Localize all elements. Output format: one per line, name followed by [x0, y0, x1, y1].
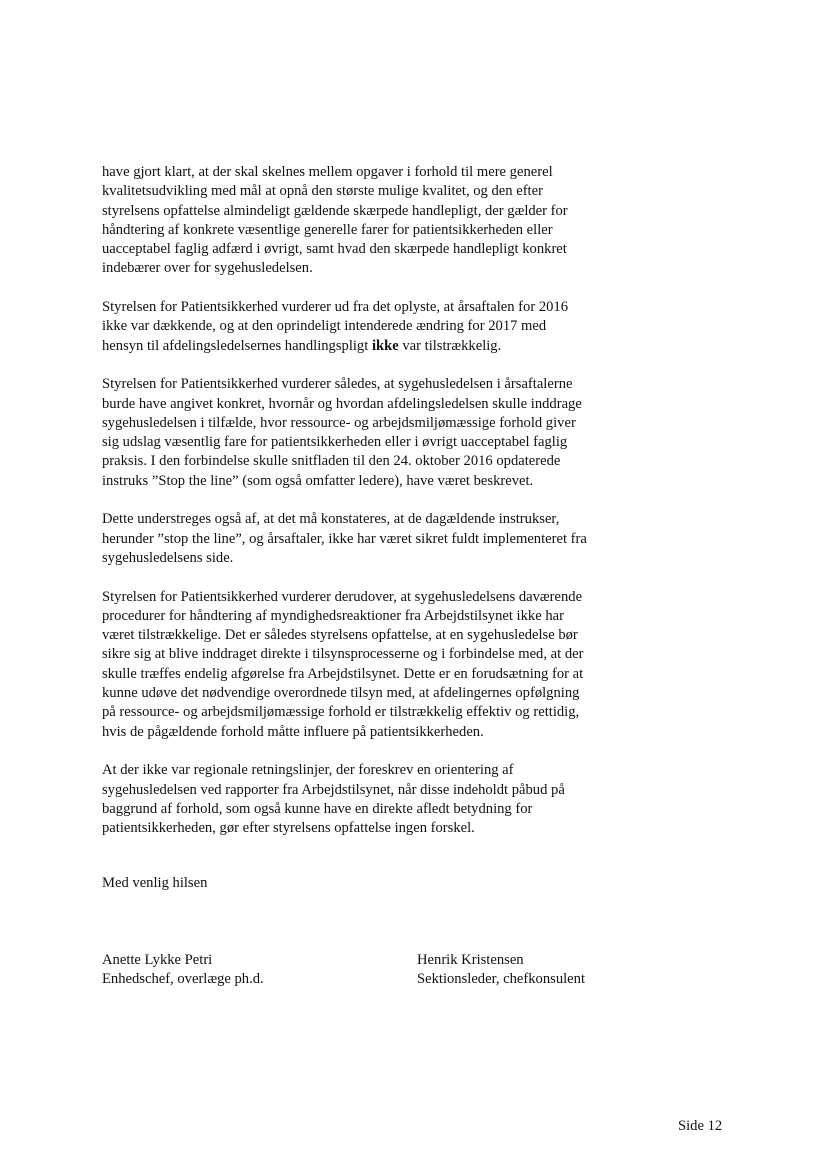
text-line: styrelsens opfattelse almindeligt gældende skærpede handlepligt, der gælder for — [102, 202, 568, 219]
paragraph — [102, 761, 642, 838]
text-line: skulle træffes endelig afgørelse fra Arbejdstilsynet. Dette er en forudsætning for at — [102, 665, 584, 682]
text-line: håndtering af konkrete væsentlige generelle farer for patientsikkerheden eller — [102, 221, 553, 238]
text-line: hvis de pågældende forhold måtte influere på patientsikkerheden. — [102, 723, 484, 740]
text-line: ikke var dækkende, og at den oprindeligt intenderede ændring for 2017 med — [102, 318, 547, 335]
text-line: have gjort klart, at der skal skelnes mellem opgaver i forhold til mere generel — [102, 164, 553, 180]
signature-block-right — [417, 951, 585, 990]
signature-title: Enhedschef, overlæge ph.d. — [102, 971, 264, 988]
text-line: sig udslag væsentlig fare for patientsikkerheden eller i øvrigt uacceptabel faglig — [102, 434, 568, 451]
signature-block-left — [102, 951, 264, 990]
text-line: sygehusledelsens side. — [102, 549, 234, 566]
text-line: Styrelsen for Patientsikkerhed vurderer ud fra det oplyste, at årsaftalen for 2016 — [102, 299, 569, 316]
text-line: burde have angivet konkret, hvornår og hvordan afdelingsledelsen skulle inddrage — [102, 395, 582, 412]
closing-greeting: Med venlig hilsen — [102, 875, 208, 891]
text-line: instruks ”Stop the line” (som også omfatter ledere), have været beskrevet. — [102, 472, 534, 489]
paragraph — [102, 375, 642, 491]
text-line: indebærer over for sygehusledelsen. — [102, 260, 313, 277]
text-line: sikre sig at blive inddraget direkte i tilsynsprocesserne og i forbindelse med, at der — [102, 646, 584, 663]
signature-title: Sektionsleder, chefkonsulent — [417, 971, 586, 988]
text-line: herunder ”stop the line”, og årsaftaler, ikke har været sikret fuldt implementeret fra — [102, 530, 587, 547]
text-segment: hensyn til afdelingsledelsernes handlingspligt — [102, 337, 372, 354]
text-line: kvalitetsudvikling med mål at opnå den største mulige kvalitet, og den efter — [102, 183, 543, 200]
page-number: Side 12 — [678, 1118, 723, 1134]
text-line: været tilstrækkelige. Det er således styrelsens opfattelse, at en sygehusledelse bør — [102, 627, 578, 644]
text-line: uacceptabel faglig adfærd i øvrigt, samt hvad den skærpede handlepligt konkret — [102, 241, 567, 258]
text-line: baggrund af forhold, som også kunne have en direkte afledt betydning for — [102, 800, 533, 817]
text-line: Dette understreges også af, at det må konstateres, at de dagældende instrukser, — [102, 511, 560, 528]
bold-emphasis: ikke — [371, 337, 399, 354]
text-line: procedurer for håndtering af myndighedsreaktioner fra Arbejdstilsynet ikke har — [102, 607, 564, 624]
paragraph — [102, 163, 642, 279]
text-line: At der ikke var regionale retningslinjer, der foreskrev en orientering af — [102, 762, 514, 779]
text-line: praksis. I den forbindelse skulle snitfladen til den 24. oktober 2016 opdaterede — [102, 453, 561, 470]
text-segment: var tilstrækkelig. — [398, 337, 502, 354]
text-line: sygehusledelsen ved rapporter fra Arbejdstilsynet, når disse indeholdt påbud på — [102, 781, 565, 798]
text-line: kunne udøve det nødvendige overordnede tilsyn med, at afdelingernes opfølgning — [102, 685, 580, 702]
letter-body — [102, 163, 642, 838]
signature-name: Anette Lykke Petri — [102, 952, 213, 968]
text-line: patientsikkerheden, gør efter styrelsens opfattelse ingen forskel. — [102, 820, 475, 837]
text-line — [102, 337, 642, 356]
paragraph — [102, 510, 642, 568]
text-line: sygehusledelsen i tilfælde, hvor ressource- og arbejdsmiljømæssige forhold giver — [102, 414, 576, 431]
text-line: Styrelsen for Patientsikkerhed vurderer derudover, at sygehusledelsens daværende — [102, 588, 583, 605]
paragraph — [102, 298, 642, 356]
paragraph — [102, 588, 642, 742]
text-line: Styrelsen for Patientsikkerhed vurderer således, at sygehusledelsen i årsaftalerne — [102, 376, 573, 393]
signature-name: Henrik Kristensen — [417, 952, 524, 968]
text-line: på ressource- og arbejdsmiljømæssige forhold er tilstrækkelig effektiv og rettidig, — [102, 704, 580, 721]
